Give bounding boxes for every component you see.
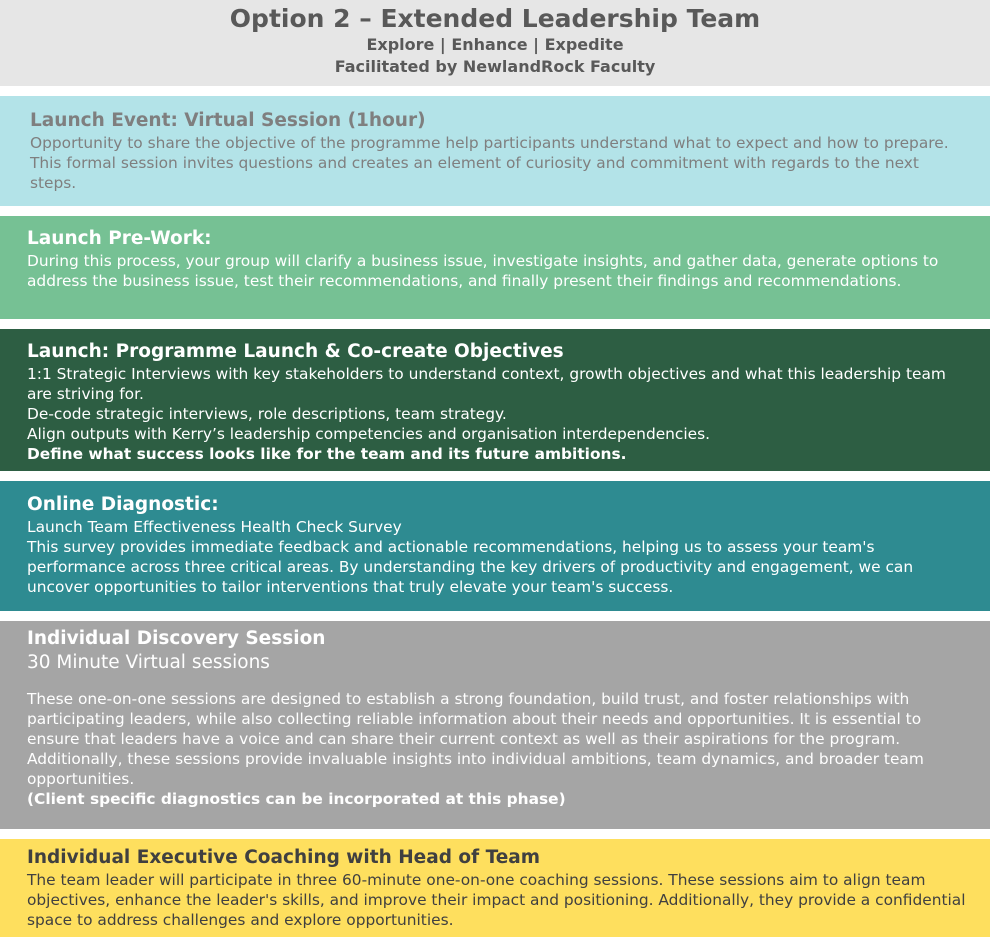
section-heading: Individual Executive Coaching with Head of Team xyxy=(27,847,541,868)
section-line: Align outputs with Kerry’s leadership competencies and organisation interdependencies. xyxy=(27,425,711,443)
section-heading: Individual Discovery Session xyxy=(27,628,326,649)
section-line: This survey provides immediate feedback and actionable recommendations, helping us to assess your team's performance across three critical areas. By understanding the key drivers of productivity and engagement, we can uncover opportunities to tailor interventions that truly elevate your team's success. xyxy=(27,538,914,596)
section-programme-launch xyxy=(0,329,990,471)
section-body: These one-on-one sessions are designed to establish a strong foundation, build trust, and foster relationships with participating leaders, while also collecting reliable information about their needs and opportunities. It is essential to ensure that leaders have a voice and can share their current context as well as their aspirations for the program. Additionally, these sessions provide invaluable insights into individual ambitions, team dynamics, and broader team opportunities. xyxy=(27,690,924,788)
section-line: Launch Team Effectiveness Health Check Survey xyxy=(27,518,402,536)
page-title: Option 2 – Extended Leadership Team xyxy=(229,4,761,33)
section-subheading: 30 Minute Virtual sessions xyxy=(27,652,270,673)
section-body: During this process, your group will clarify a business issue, investigate insights, and gather data, generate options to address the business issue, test their recommendations, and finally present their findings and recommendations. xyxy=(27,252,939,290)
section-body: The team leader will participate in three 60-minute one-on-one coaching sessions. These sessions aim to align team objectives, enhance the leader's skills, and improve their impact and positioning. Additionally, they provide a confidential space to address challenges and explore opportunities. xyxy=(27,871,966,929)
section-line-emphasis: Define what success looks like for the team and its future ambitions. xyxy=(27,445,627,463)
section-heading: Launch Event: Virtual Session (1hour) xyxy=(30,110,426,131)
section-body: Opportunity to share the objective of the programme help participants understand what to expect and how to prepare. This formal session invites questions and creates an element of curiosity and commitment with regards to the next steps. xyxy=(30,134,949,192)
section-coaching xyxy=(0,839,990,937)
section-discovery xyxy=(0,621,990,829)
section-note: (Client specific diagnostics can be incorporated at this phase) xyxy=(27,790,566,808)
section-pre-work xyxy=(0,216,990,319)
section-heading: Launch Pre-Work: xyxy=(27,228,212,249)
header-banner xyxy=(0,0,990,86)
section-launch-event xyxy=(0,96,990,206)
facilitator-line: Facilitated by NewlandRock Faculty xyxy=(334,57,656,76)
section-line: De-code strategic interviews, role descriptions, team strategy. xyxy=(27,405,507,423)
page-subtitle: Explore | Enhance | Expedite xyxy=(366,35,624,54)
section-online-diagnostic xyxy=(0,481,990,611)
section-line: 1:1 Strategic Interviews with key stakeholders to understand context, growth objectives and what this leadership team are striving for. xyxy=(27,365,946,403)
section-heading: Launch: Programme Launch & Co-create Objectives xyxy=(27,341,564,362)
section-heading: Online Diagnostic: xyxy=(27,494,219,515)
